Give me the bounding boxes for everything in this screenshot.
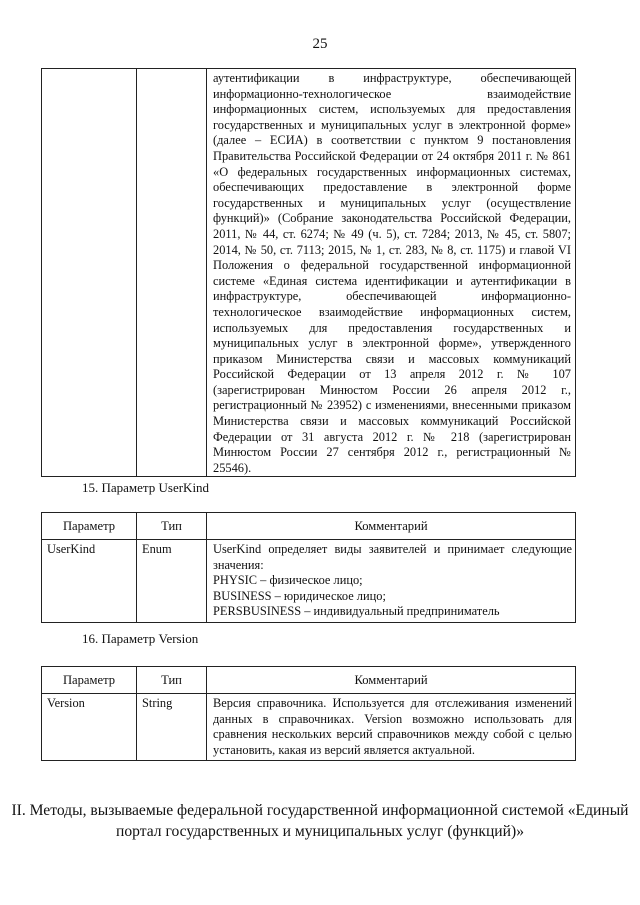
header-param: Параметр — [42, 667, 137, 694]
comment-cell — [207, 694, 576, 761]
comment-line: BUSINESS – юридическое лицо; — [213, 588, 386, 603]
comment-text: Версия справочника. Используется для отслеживания изменений данных в справочниках. Version возможно использовать для сравнения нескольких версий справочников между собой с целью установить, какая из версий является актуальной. — [213, 696, 572, 757]
version-table — [41, 666, 576, 761]
empty-type-cell — [137, 69, 207, 477]
table-row — [42, 69, 576, 477]
continued-comment-cell — [207, 69, 576, 477]
comment-line: UserKind определяет виды заявителей и принимает следующие значения: — [213, 542, 572, 572]
table-header-row — [42, 667, 576, 694]
table-header-row — [42, 513, 576, 540]
header-type: Тип — [137, 667, 207, 694]
type-cell: String — [137, 694, 207, 761]
section-15-heading: 15. Параметр UserKind — [82, 480, 210, 495]
header-param: Параметр — [42, 513, 137, 540]
table-row — [42, 540, 576, 623]
header-comment: Комментарий — [207, 667, 576, 694]
comment-line: PHYSIC – физическое лицо; — [213, 573, 363, 588]
page-number: 25 — [312, 36, 328, 52]
table-row — [42, 694, 576, 761]
param-cell: UserKind — [42, 540, 137, 623]
empty-param-cell — [42, 69, 137, 477]
section-16-heading: 16. Параметр Version — [82, 631, 199, 646]
header-type: Тип — [137, 513, 207, 540]
section-title: II. Методы, вызываемые федеральной государственной информационной системой «Единый портал государственных и муниципальных услуг (функций)» — [11, 802, 629, 840]
userkind-table — [41, 512, 576, 623]
continued-comment-text: аутентификации в инфраструктуре, обеспечивающей информационно-технологическое взаимодействие информационных систем, используемых для предоставления государственных и муниципальных услуг в электронной форме» (далее – ЕСИА) в соответствии с пунктом 9 постановления Правительства Российской Федерации от 24 октября 2011 г. № 861 «О федеральных государственных информационных системах, обеспечивающих предоставление в электронной форме государственных и муниципальных услуг (осуществление функций)» (Собрание законодательства Российской Федерации, 2011, № 44, ст. 6274; № 49 (ч. 5), ст. 7284; 2013, № 45, ст. 5807; 2014, № 50, ст. 7113; 2015, № 1, ст. 283, № 8, ст. 1175) и главой VI Положения о федеральной государственной информационной системе «Единая система идентификации и аутентификации в инфраструктуре, обеспечивающей информационно-технологическое взаимодействие информационных систем, используемых для предоставления государственных и муниципальных услуг в электронной форме», утвержденного приказом Министерства связи и массовых коммуникаций Российской Федерации от 13 апреля 2012 г. № 107 (зарегистрирован Минюстом России 26 апреля 2012 г., регистрационный № 23952) с изменениями, внесенными приказом Министерства связи и массовых коммуникаций Российской Федерации от 31 августа 2012 г. № 218 (зарегистрирован Минюстом России 27 сентября 2012 г., регистрационный № 25546). — [213, 71, 571, 475]
comment-cell — [207, 540, 576, 623]
param-cell: Version — [42, 694, 137, 761]
type-cell: Enum — [137, 540, 207, 623]
header-comment: Комментарий — [207, 513, 576, 540]
continued-table — [41, 68, 576, 477]
comment-line: PERSBUSINESS – индивидуальный предприниматель — [213, 604, 500, 619]
